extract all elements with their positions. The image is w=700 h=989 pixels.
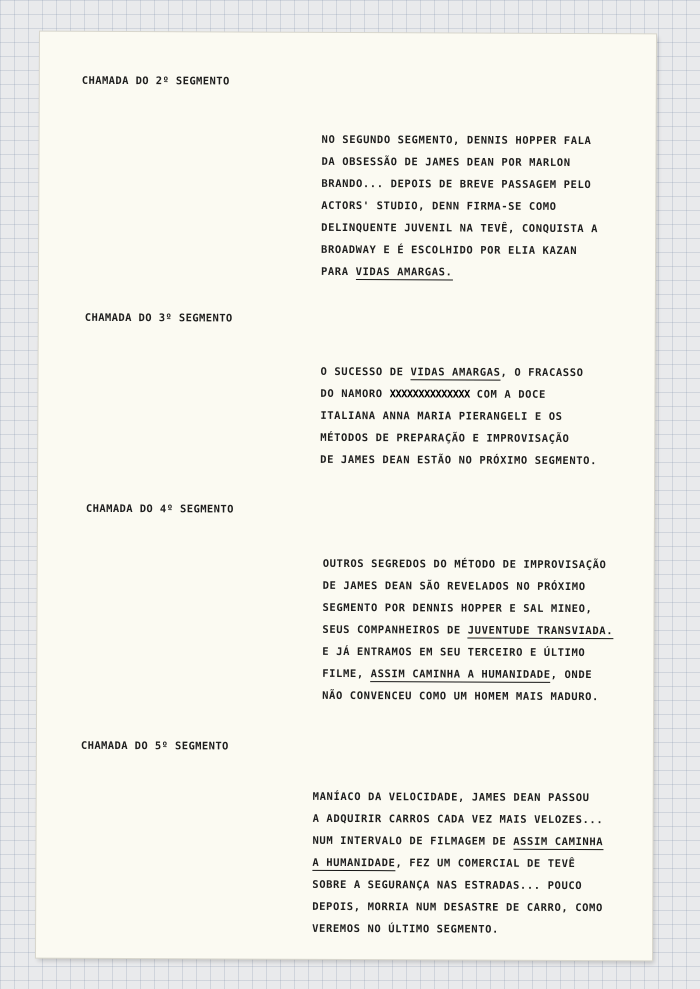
underlined-film-title: JUVENTUDE TRANSVIADA. [467, 624, 614, 638]
text-line: DE JAMES DEAN SÃO REVELADOS NO PRÓXIMO [322, 579, 586, 594]
section-heading-5: CHAMADA DO 5º SEGMENTO [80, 739, 229, 753]
underlined-film-title: VIDAS AMARGAS [410, 366, 501, 379]
text-line: NUM INTERVALO DE FILMAGEM DE ASSIM CAMINHA [312, 834, 604, 849]
text-line: SOBRE A SEGURANÇA NAS ESTRADAS... POUCO [312, 878, 583, 893]
text-line: DO NAMORO XXXXXXXXXXXXXX COM A DOCE [320, 387, 546, 401]
underlined-film-title: A HUMANIDADE [312, 856, 396, 870]
text-line: ACTORS' STUDIO, DENN FIRMA-SE COMO [321, 199, 557, 213]
typewritten-page [36, 32, 656, 961]
section-heading-2: CHAMADA DO 2º SEGMENTO [81, 74, 230, 88]
section-text-2 [321, 129, 599, 284]
text-line: OUTROS SEGREDOS DO MÉTODO DE IMPROVISAÇÃO [322, 557, 607, 572]
text-line: BRANDO... DEPOIS DE BREVE PASSAGEM PELO [321, 177, 592, 192]
text-line: O SUCESSO DE VIDAS AMARGAS, O FRACASSO [320, 365, 584, 380]
underlined-film-title: ASSIM CAMINHA [513, 835, 604, 849]
section-heading-3: CHAMADA DO 3º SEGMENTO [84, 311, 233, 325]
text-line: BROADWAY E É ESCOLHIDO POR ELIA KAZAN [321, 243, 578, 258]
section-text-5 [312, 786, 603, 941]
section-heading-4: CHAMADA DO 4º SEGMENTO [85, 502, 234, 516]
section-text-4 [322, 553, 613, 708]
text-line: A HUMANIDADE, FEZ UM COMERCIAL DE TEVÊ [312, 856, 576, 871]
text-line: SEGMENTO POR DENNIS HOPPER E SAL MINEO, [322, 601, 593, 616]
underlined-film-title: ASSIM CAMINHA A HUMANIDADE [370, 668, 551, 681]
text-line: A ADQUIRIR CARROS CADA VEZ MAIS VELOZES... [312, 812, 604, 827]
text-line: ITALIANA ANNA MARIA PIERANGELI E OS [320, 409, 563, 423]
text-line: VEREMOS NO ÚLTIMO SEGMENTO. [312, 922, 500, 936]
text-line: NÃO CONVENCEU COMO UM HOMEM MAIS MADURO. [322, 689, 600, 704]
text-line: SEUS COMPANHEIROS DE JUVENTUDE TRANSVIADA. [322, 623, 614, 638]
text-line: MANÍACO DA VELOCIDADE, JAMES DEAN PASSOU [312, 790, 590, 805]
text-line: FILME, ASSIM CAMINHA A HUMANIDADE, ONDE [322, 667, 593, 682]
text-line: DA OBSESSÃO DE JAMES DEAN POR MARLON [321, 155, 571, 169]
text-line: NO SEGUNDO SEGMENTO, DENNIS HOPPER FALA [321, 133, 592, 148]
text-line: MÉTODOS DE PREPARAÇÃO E IMPROVISAÇÃO [320, 431, 570, 445]
text-line: DEPOIS, MORRIA NUM DESASTRE DE CARRO, COMO [312, 900, 603, 915]
struck-out-text: XXXXXXXXXXXXXX [389, 388, 470, 401]
text-line: E JÁ ENTRAMOS EM SEU TERCEIRO E ÚLTIMO [322, 645, 586, 660]
text-line: PARA VIDAS AMARGAS. [320, 265, 453, 279]
text-line: DELINQUENTE JUVENIL NA TEVÊ, CONQUISTA A [321, 221, 599, 236]
section-text-3 [320, 361, 597, 472]
underlined-film-title: VIDAS AMARGAS. [355, 266, 453, 279]
text-line: DE JAMES DEAN ESTÃO NO PRÓXIMO SEGMENTO. [320, 453, 598, 468]
